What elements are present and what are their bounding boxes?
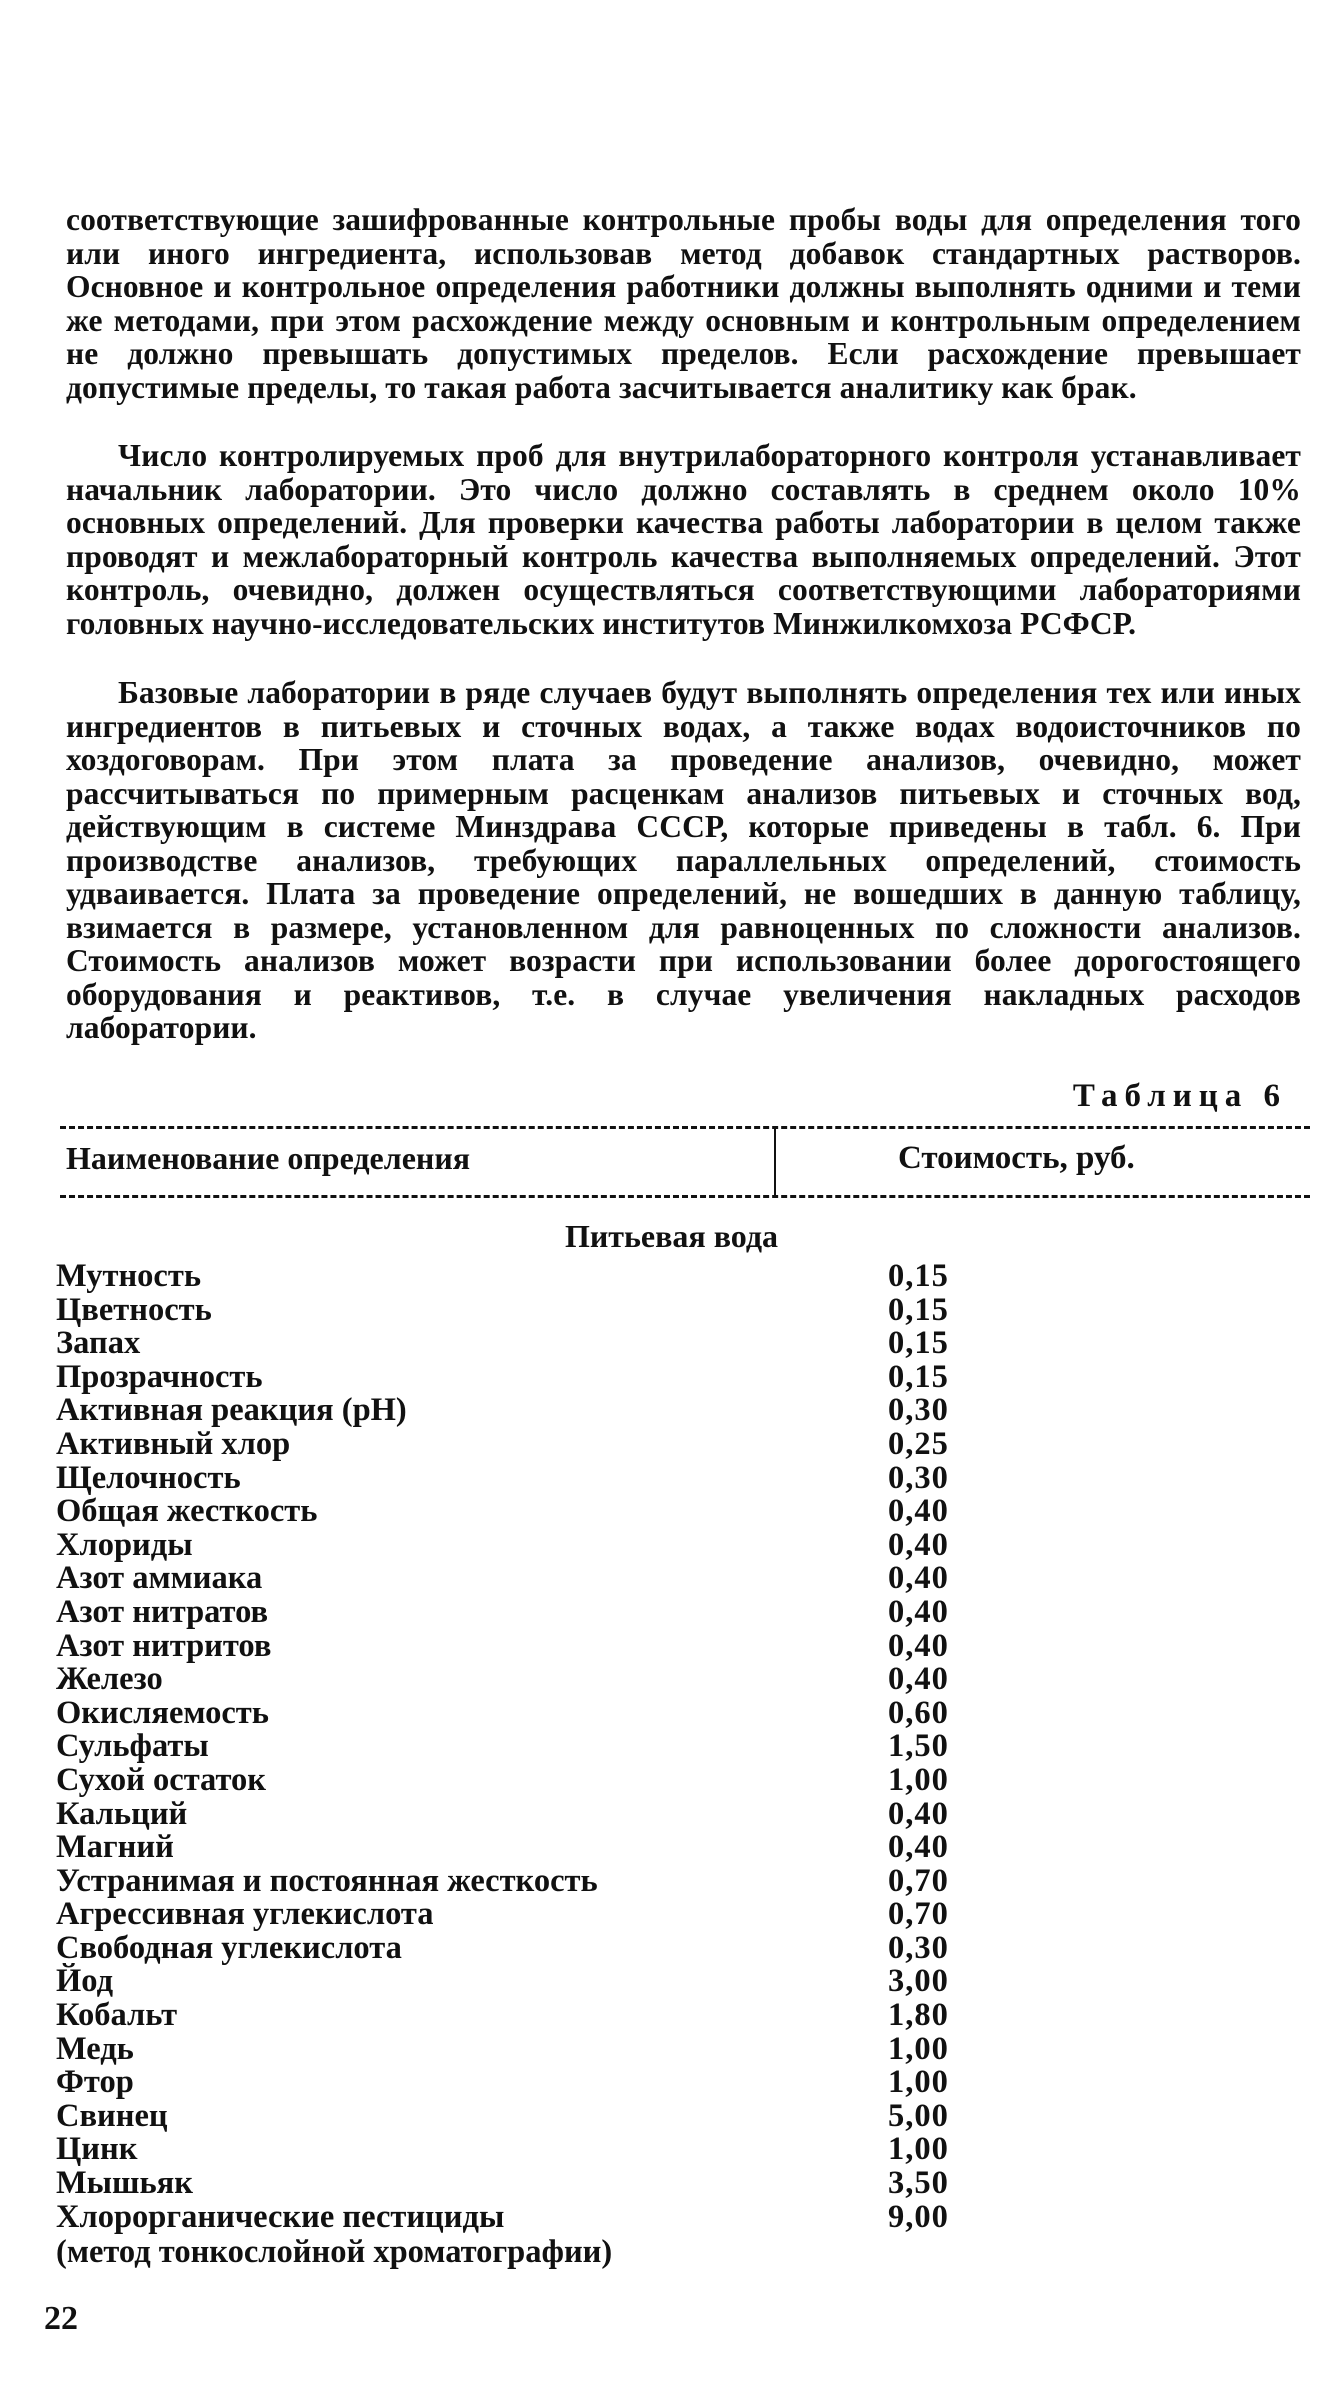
paragraph-1-text: соответствующие зашифрованные контрольные пробы воды для определения того или иного ингредиента, использовав метод добавок стандартных растворов. Основное и контрольное определения работники должны выполнять одними и теми же методами, при этом расхождение между основным и контрольным определением не должно превышать допустимых пределов. Если расхождение превышает допустимые пределы, то такая работа засчитывается аналитику как брак. [66,202,1301,405]
table-row [56,1730,1056,1764]
row-price: 0,40 [888,1493,949,1530]
row-price: 0,70 [888,1862,949,1899]
row-price: 0,40 [888,1661,949,1698]
row-name: Медь [56,2030,134,2067]
row-name: Активная реакция (рН) [56,1392,407,1429]
row-name: Азот нитратов [56,1593,269,1630]
table-row [56,1694,1056,1731]
row-name: Свободная углекислота [56,1929,402,1966]
row-price: 1,00 [888,2064,949,2101]
table-row [56,1898,1056,1932]
row-name: Сухой остаток [56,1761,266,1798]
row-price: 0,70 [888,1896,949,1933]
row-name: Общая жесткость [56,1493,318,1530]
table-row [56,1862,1056,1899]
row-price: 1,50 [888,1728,949,1765]
table-row [56,2030,1056,2067]
table-row [56,1965,1056,1999]
table-row [56,1526,1056,1563]
table-row [56,1358,1056,1395]
row-price: 0,15 [888,1291,949,1328]
row-price: 0,15 [888,1325,949,1362]
row-name: Железо [56,1661,163,1698]
column-header-name: Наименование определения [66,1140,471,1176]
row-name: Устранимая и постоянная жесткость [56,1862,598,1899]
row-price: 0,40 [888,1829,949,1866]
paragraph-2 [66,439,1301,640]
row-name: Окисляемость [56,1694,269,1731]
table-row [56,1593,1056,1630]
row-name: Магний [56,1829,174,1866]
table-row [56,1999,1056,2033]
row-name: Цинк [56,2131,138,2168]
row-price: 0,30 [888,1459,949,1496]
table-header-divider [774,1127,776,1195]
table-row [56,1795,1056,1832]
row-name: Азот аммиака [56,1560,263,1597]
table-row [56,2167,1056,2201]
row-price: 1,00 [888,2131,949,2168]
row-name: Мутность [56,1258,202,1294]
row-name: Хлорорганические пестициды [56,2198,505,2235]
paragraph-3-text: Базовые лаборатории в ряде случаев будут выполнять определения тех или иных ингредиентов в питьевых и сточных водах, а также водах водоисточников по хоздоговорам. При этом плата за проведение анализов, очевидно, может рассчитываться по примерным расценкам анализов питьевых и сточных вод, действующим в системе Минздрава СССР, которые приведены в табл. 6. При производстве анализов, требующих параллельных определений, стоимость удваивается. Плата за проведение определений, не вошедших в данную таблицу, взимается в размере, установленном для равноценных по сложности анализов. Стоимость анализов может возрасти при использовании более дорогостоящего оборудования и реактивов, т.е. в случае увеличения накладных расходов лаборатории. [66,675,1301,1045]
row-price: 3,50 [888,2165,949,2202]
row-name: Азот нитритов [56,1627,272,1664]
table-row [56,2198,1056,2235]
table-row [56,1663,1056,1697]
paragraph-1 [66,203,1301,404]
row-price: 0,60 [888,1694,949,1731]
row-name: Запах [56,1325,141,1362]
row-name: Щелочность [56,1459,241,1496]
row-price: 0,40 [888,1795,949,1832]
row-price: 0,40 [888,1627,949,1664]
row-name: Активный хлор [56,1425,291,1462]
row-price: 1,80 [888,1997,949,2034]
table-row [56,1627,1056,1664]
row-name: Хлориды [56,1526,193,1563]
row-price: 0,40 [888,1560,949,1597]
table-row [56,1831,1056,1865]
table-row [56,1425,1056,1462]
table-body [56,1260,1056,2234]
row-price: 0,40 [888,1593,949,1630]
row-name: Фтор [56,2064,134,2101]
paragraph-3 [66,676,1301,1045]
table-caption: Таблица 6 [1072,1078,1287,1114]
table-row [56,1495,1056,1529]
row-price: 5,00 [888,2097,949,2134]
table-section-title: Питьевая вода [564,1218,779,1254]
table-header-rule [60,1195,1310,1198]
table-top-rule [60,1126,1310,1129]
row-price: 1,00 [888,2030,949,2067]
table-note: (метод тонкослойной хроматографии) [56,2234,613,2270]
row-price: 0,30 [888,1392,949,1429]
table-row [56,1929,1056,1966]
row-price: 0,15 [888,1358,949,1395]
row-price: 0,40 [888,1526,949,1563]
row-price: 0,25 [888,1425,949,1462]
row-name: Прозрачность [56,1358,263,1395]
row-name: Агрессивная углекислота [56,1896,434,1933]
row-price: 1,00 [888,1761,949,1798]
table-row [56,2097,1056,2134]
row-price: 9,00 [888,2198,949,2235]
row-price: 3,00 [888,1963,949,2000]
row-name: Свинец [56,2097,168,2134]
table-row [56,1291,1056,1328]
table-row [56,1761,1056,1798]
table-row [56,1327,1056,1361]
page-number: 22 [44,2300,78,2337]
table-row [56,1260,1056,1294]
row-name: Цветность [56,1291,212,1328]
row-price: 0,30 [888,1929,949,1966]
table-row [56,1562,1056,1596]
table-row [56,1459,1056,1496]
table-row [56,2133,1056,2167]
column-header-price: Стоимость, руб. [898,1140,1135,1176]
row-name: Кальций [56,1795,188,1832]
row-name: Кобальт [56,1997,178,2034]
row-price: 0,15 [888,1258,949,1294]
row-name: Йод [56,1963,114,2000]
row-name: Сульфаты [56,1728,209,1765]
table-row [56,2066,1056,2100]
paragraph-2-text: Число контролируемых проб для внутрилабораторного контроля устанавливает начальник лаборатории. Это число должно составлять в среднем около 10% основных определений. Для проверки качества работы лаборатории в целом также проводят и межлабораторный контроль качества выполняемых определений. Этот контроль, очевидно, должен осуществляться соответствующими лабораториями головных научно-исследовательских институтов Минжилкомхоза РСФСР. [66,438,1301,641]
row-name: Мышьяк [56,2165,193,2202]
table-row [56,1394,1056,1428]
